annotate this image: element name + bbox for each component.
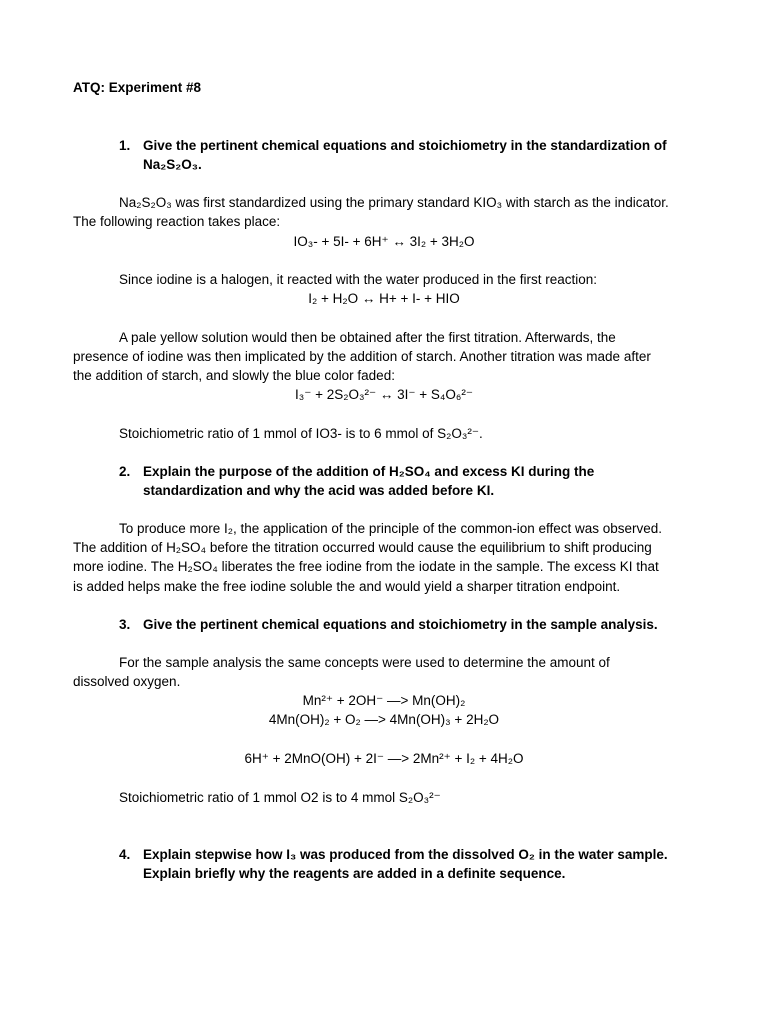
answer-3-line-2: dissolved oxygen. [73,674,181,689]
answer-2-line-3: more iodine. The H₂SO₄ liberates the free iodine from the iodate in the sample. The excess KI that [73,559,659,574]
question-1-text-line-1: Give the pertinent chemical equations and stoichiometry in the standardization of [143,138,667,153]
question-1-number: 1. [119,138,131,153]
answer-1-paragraph-1-line-1: Na₂S₂O₃ was first standardized using the primary standard KIO₃ with starch as the indicator. [119,195,669,210]
equation-thiosulfate: I₃⁻ + 2S₂O₃²⁻ ↔ 3I⁻ + S₄O₆²⁻ [295,387,473,402]
answer-1-paragraph-1-line-2: The following reaction takes place: [73,214,281,229]
answer-1-paragraph-3-line-3: the addition of starch, and slowly the blue color faded: [73,368,395,383]
question-3-number: 3. [119,617,131,632]
answer-2-line-2: The addition of H₂SO₄ before the titration occurred would cause the equilibrium to shift producing [73,540,652,555]
question-2-text-line-1: Explain the purpose of the addition of H₂SO₄ and excess KI during the [143,464,595,479]
question-4-text-line-1: Explain stepwise how I₃ was produced from the dissolved O₂ in the water sample. [143,847,668,862]
stoichiometric-ratio-2: Stoichiometric ratio of 1 mmol O2 is to 4 mmol S₂O₃²⁻ [119,790,441,805]
question-4-text-line-2: Explain briefly why the reagents are added in a definite sequence. [143,866,566,881]
question-1-text-line-2: Na₂S₂O₃. [143,157,202,172]
question-2-number: 2. [119,464,131,479]
equation-oxygen-fixation: 4Mn(OH)₂ + O₂ —> 4Mn(OH)₃ + 2H₂O [268,712,500,727]
question-3-text-line-1: Give the pertinent chemical equations and stoichiometry in the sample analysis. [143,617,658,632]
question-4-number: 4. [119,847,131,862]
answer-2-line-1: To produce more I₂, the application of the principle of the common-ion effect was observed. [119,521,663,536]
equation-iodate-reaction: IO₃- + 5I- + 6H⁺ ↔ 3I₂ + 3H₂O [293,234,475,249]
question-2-text-line-2: standardization and why the acid was added before KI. [143,483,495,498]
equation-manganese-hydroxide: Mn²⁺ + 2OH⁻ —> Mn(OH)₂ [302,693,466,708]
document-title: ATQ: Experiment #8 [73,80,202,95]
answer-2-line-4: is added helps make the free iodine soluble the and would yield a sharper titration endpoint. [73,579,621,594]
stoichiometric-ratio-1: Stoichiometric ratio of 1 mmol of IO3- is to 6 mmol of S₂O₃²⁻. [119,426,483,441]
answer-3-line-1: For the sample analysis the same concepts were used to determine the amount of [119,655,610,670]
answer-1-paragraph-3-line-2: presence of iodine was then implicated by the addition of starch. Another titration was made after [73,349,651,364]
answer-1-paragraph-3-line-1: A pale yellow solution would then be obtained after the first titration. Afterwards, the [119,330,616,345]
equation-iodine-liberation: 6H⁺ + 2MnO(OH) + 2I⁻ —> 2Mn²⁺ + I₂ + 4H₂O [244,751,524,766]
equation-iodine-water: I₂ + H₂O ↔ H+ + I- + HIO [308,291,460,306]
answer-1-paragraph-2: Since iodine is a halogen, it reacted with the water produced in the first reaction: [119,272,598,287]
